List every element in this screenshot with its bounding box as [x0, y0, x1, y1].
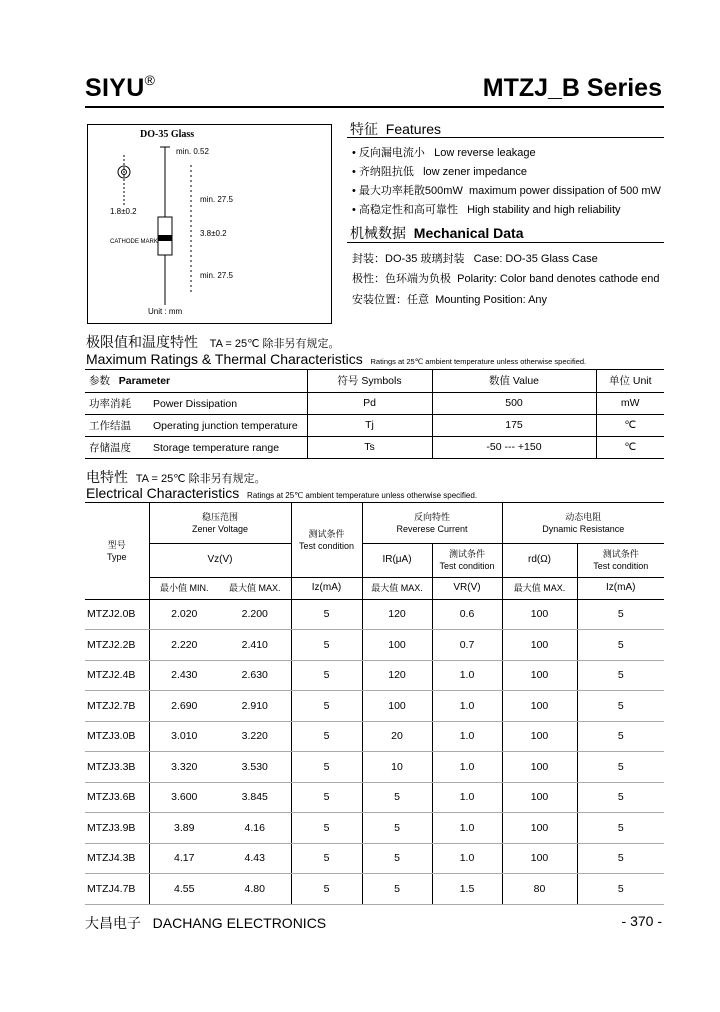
table-cell: 5	[362, 813, 432, 844]
table-cell: 100	[502, 721, 577, 752]
table-row	[85, 660, 664, 691]
vr-header: VR(V)	[432, 577, 502, 599]
table-cell: 4.55	[149, 874, 219, 905]
table-cell: 100	[502, 599, 577, 630]
param-header: 参数 Parameter	[85, 370, 307, 392]
table-cell: 4.17	[149, 843, 219, 874]
table-row	[85, 843, 664, 874]
mechanical-item: 安装位置：任意 Mounting Position: Any	[352, 294, 548, 306]
feature-item: • 齐纳阻抗低 low zener impedance	[352, 166, 528, 178]
mechanical-rule	[347, 242, 664, 243]
table-cell: 5	[577, 752, 664, 783]
table-cell: 20	[362, 721, 432, 752]
reverse-current-header: 反向特性 Reverese Current	[362, 503, 502, 543]
table-cell: 5	[291, 721, 362, 752]
table-cell: MTZJ2.2B	[85, 630, 149, 661]
table-row	[85, 630, 664, 661]
table-cell: 100	[502, 660, 577, 691]
table-cell: 2.430	[149, 660, 219, 691]
table-cell: MTZJ4.7B	[85, 874, 149, 905]
table-cell: 5	[362, 874, 432, 905]
table-cell: MTZJ4.3B	[85, 843, 149, 874]
table-cell: 2.910	[219, 691, 291, 722]
table-cell: 5	[577, 843, 664, 874]
electrical-title-cn: 电特性 TA = 25℃ 除非另有规定。	[86, 469, 266, 485]
dim-body: 3.8±0.2	[200, 229, 227, 238]
features-title: 特征 Features	[350, 121, 442, 137]
dim-diameter: 1.8±0.2	[110, 207, 137, 216]
table-cell: 1.0	[432, 843, 502, 874]
table-row: 工作结温 Operating junction temperature Tj 175 ℃	[85, 414, 664, 436]
table-cell: 1.5	[432, 874, 502, 905]
table-cell: 4.16	[219, 813, 291, 844]
table-cell: 3.600	[149, 782, 219, 813]
table-cell: 100	[502, 630, 577, 661]
table-row	[85, 813, 664, 844]
table-cell: MTZJ3.3B	[85, 752, 149, 783]
max-ratings-table	[85, 370, 664, 459]
table-cell: 5	[291, 599, 362, 630]
footer-company: 大昌电子 DACHANG ELECTRONICS	[85, 915, 327, 931]
table-cell: MTZJ3.0B	[85, 721, 149, 752]
table-cell: 3.530	[219, 752, 291, 783]
table-cell: 3.845	[219, 782, 291, 813]
unit-header: 单位 Unit	[596, 370, 664, 392]
dtest-header: 测试条件 Test condition	[577, 543, 664, 577]
table-row: 功率消耗 Power Dissipation Pd 500 mW	[85, 392, 664, 414]
feature-item: • 反向漏电流小 Low reverse leakage	[352, 147, 536, 159]
table-cell: 5	[577, 630, 664, 661]
package-title: DO-35 Glass	[140, 129, 195, 140]
page-number: - 370 -	[621, 913, 662, 929]
table-row	[85, 782, 664, 813]
symbol-header: 符号 Symbols	[307, 370, 432, 392]
table-cell: 5	[291, 782, 362, 813]
electrical-table	[85, 503, 664, 905]
table-cell: 5	[577, 660, 664, 691]
cathode-label: CATHODE MARK	[110, 239, 158, 245]
table-cell: 120	[362, 599, 432, 630]
table-row	[85, 874, 664, 905]
max-header: 最大值 MAX.	[219, 577, 291, 599]
rd-header: rd(Ω)	[502, 543, 577, 577]
table-cell: 2.020	[149, 599, 219, 630]
zener-voltage-header: 稳压范围 Zener Voltage	[149, 503, 291, 543]
table-cell: 3.89	[149, 813, 219, 844]
table-cell: 5	[362, 782, 432, 813]
iz2-header: Iz(mA)	[577, 577, 664, 599]
table-cell: MTZJ3.9B	[85, 813, 149, 844]
table-cell: 5	[577, 599, 664, 630]
table-row: 存储温度 Storage temperature range Ts -50 --- +150 ℃	[85, 436, 664, 458]
table-cell: 0.6	[432, 599, 502, 630]
table-cell: 4.80	[219, 874, 291, 905]
electrical-title-en: Electrical Characteristics Ratings at 25℃ ambient temperature unless otherwise specified.	[86, 485, 478, 501]
table-cell: 5	[291, 813, 362, 844]
dim-length: min. 27.5	[200, 195, 233, 204]
dim-top: min. 0.52	[176, 147, 209, 156]
table-cell: 1.0	[432, 752, 502, 783]
table-cell: 5	[291, 752, 362, 783]
table-cell: 5	[577, 874, 664, 905]
test-condition-header: 测试条件 Test condition	[291, 503, 362, 577]
table-cell: 100	[502, 691, 577, 722]
value-header: 数值 Value	[432, 370, 596, 392]
table-cell: MTZJ3.6B	[85, 782, 149, 813]
table-cell: 5	[577, 782, 664, 813]
table-cell: 0.7	[432, 630, 502, 661]
table-row	[85, 691, 664, 722]
table-cell: 1.0	[432, 721, 502, 752]
table-cell: 5	[291, 660, 362, 691]
features-rule	[347, 137, 664, 138]
table-cell: 5	[577, 813, 664, 844]
table-row	[85, 721, 664, 752]
table-cell: 80	[502, 874, 577, 905]
iz-header: Iz(mA)	[291, 577, 362, 599]
table-cell: 100	[362, 691, 432, 722]
table-cell: 2.220	[149, 630, 219, 661]
type-header: 型号 Type	[85, 503, 149, 599]
table-cell: 1.0	[432, 813, 502, 844]
table-cell: 5	[291, 843, 362, 874]
table-cell: 2.200	[219, 599, 291, 630]
table-cell: 10	[362, 752, 432, 783]
table-cell: 100	[502, 782, 577, 813]
max-ratings-title-cn: 极限值和温度特性 TA = 25℃ 除非另有规定。	[86, 334, 340, 350]
mechanical-item: 封装：DO-35 玻璃封装 Case: DO-35 Glass Case	[352, 253, 598, 265]
mechanical-item: 极性：色环端为负极 Polarity: Color band denotes cathode end	[352, 273, 660, 285]
table-cell: 5	[577, 721, 664, 752]
table-cell: 1.0	[432, 782, 502, 813]
feature-item: • 高稳定性和高可靠性 High stability and high reliability	[352, 204, 621, 216]
table-cell: 3.220	[219, 721, 291, 752]
unit-label: Unit : mm	[148, 307, 183, 316]
table-cell: 5	[577, 691, 664, 722]
table-cell: 5	[291, 691, 362, 722]
feature-item: • 最大功率耗散500mW maximum power dissipation of 500 mW	[352, 185, 661, 197]
page-title: MTZJ_B Series	[482, 74, 662, 102]
table-cell: MTZJ2.7B	[85, 691, 149, 722]
table-row	[85, 599, 664, 630]
diode-outline	[88, 125, 333, 325]
table-cell: 1.0	[432, 691, 502, 722]
ir-header: IR(μA)	[362, 543, 432, 577]
table-cell: 100	[502, 752, 577, 783]
max-ratings-title-en: Maximum Ratings & Thermal Characteristics Ratings at 25℃ ambient temperature unless otherwise specified.	[86, 351, 587, 367]
min-header: 最小值 MIN.	[149, 577, 219, 599]
rtest-header: 测试条件 Test condition	[432, 543, 502, 577]
table-cell: 2.630	[219, 660, 291, 691]
header-rule	[85, 106, 664, 108]
vz-header: Vz(V)	[149, 543, 291, 577]
table-cell: 100	[502, 843, 577, 874]
table-cell: 2.410	[219, 630, 291, 661]
table-cell: 5	[362, 843, 432, 874]
table-cell: 100	[502, 813, 577, 844]
table-cell: 5	[291, 874, 362, 905]
table-cell: 120	[362, 660, 432, 691]
rd-max-header: 最大值 MAX.	[502, 577, 577, 599]
brand-logo: SIYU®	[85, 72, 156, 102]
ir-max-header: 最大值 MAX.	[362, 577, 432, 599]
dim-lead: min. 27.5	[200, 271, 233, 280]
table-cell: 4.43	[219, 843, 291, 874]
table-cell: 2.690	[149, 691, 219, 722]
table-cell: 3.320	[149, 752, 219, 783]
table-cell: 5	[291, 630, 362, 661]
table-cell: 3.010	[149, 721, 219, 752]
table-cell: 100	[362, 630, 432, 661]
mechanical-title: 机械数据 Mechanical Data	[350, 225, 524, 241]
table-cell: MTZJ2.4B	[85, 660, 149, 691]
dynamic-resistance-header: 动态电阻 Dynamic Resistance	[502, 503, 664, 543]
table-row	[85, 752, 664, 783]
package-drawing	[87, 124, 332, 324]
table-cell: 1.0	[432, 660, 502, 691]
table-cell: MTZJ2.0B	[85, 599, 149, 630]
